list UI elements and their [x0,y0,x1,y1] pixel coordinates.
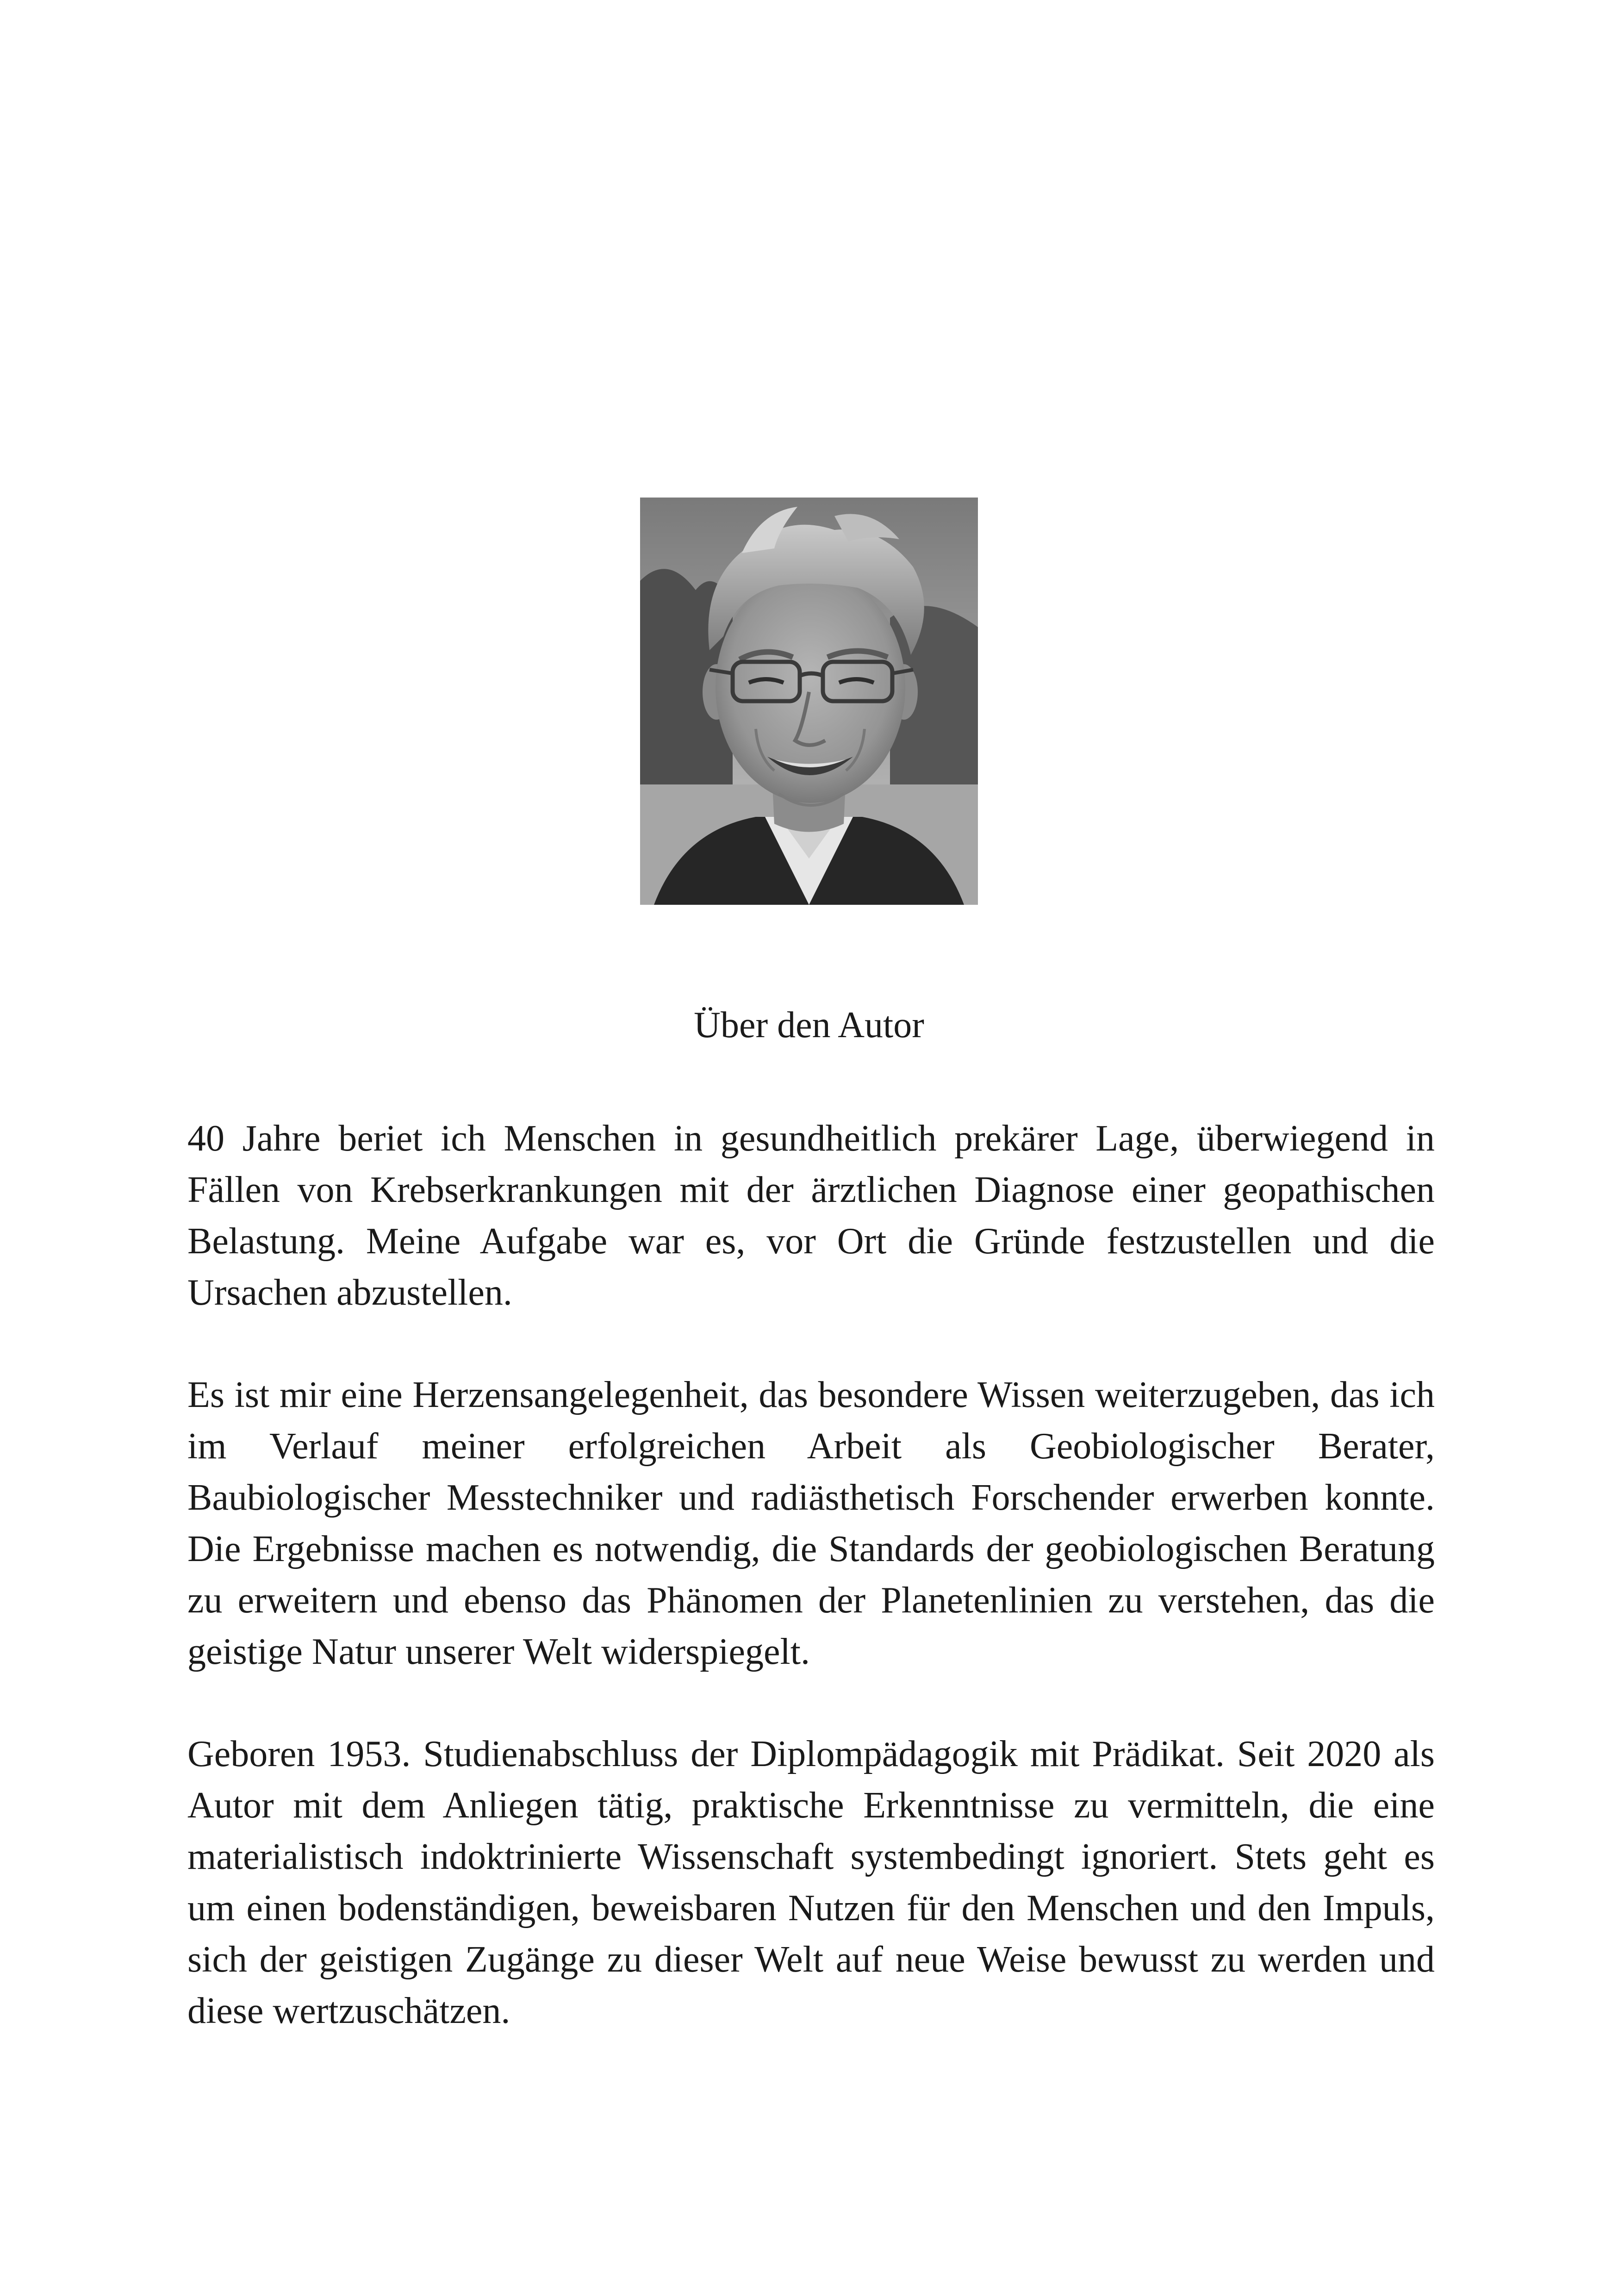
bio-paragraph-background: Geboren 1953. Studienabschluss der Diplompädagogik mit Prädikat. Seit 2020 als Autor mit dem Anliegen tätig, praktische Erkenntnisse zu vermitteln, die eine materialistisch indoktrinierte Wissenschaft systembedingt ignoriert. Stets geht es um einen bodenständigen, beweisbaren Nutzen für den Menschen und den Impuls, sich der geistigen Zugänge zu dieser Welt auf neue Weise bewusst zu werden und diese wertzuschätzen. [187,1734,1435,2031]
bio-paragraph-career: 40 Jahre beriet ich Menschen in gesundheitlich prekärer Lage, überwiegend in Fällen von Krebserkrankungen mit der ärztlichen Diagnose einer geopathischen Belastung. Meine Aufgabe war es, vor Ort die Gründe festzustellen und die Ursachen abzustellen. [187,1118,1435,1313]
author-portrait-icon [640,498,978,905]
author-bio [187,1113,1435,2088]
section-heading: Über den Autor [694,1005,924,1045]
author-photo [640,498,978,905]
bio-paragraph-mission: Es ist mir eine Herzensangelegenheit, das besondere Wissen weiterzugeben, das ich im Verlauf meiner erfolgreichen Arbeit als Geobiologischer Berater, Baubiologischer Messtechniker und radiästhetisch Forschender erwerben konnte. Die Ergebnisse machen es notwendig, die Standards der geobiologischen Beratung zu erweitern und ebenso das Phänomen der Planetenlinien zu verstehen, das die geistige Natur unserer Welt widerspiegelt. [187,1375,1435,1672]
